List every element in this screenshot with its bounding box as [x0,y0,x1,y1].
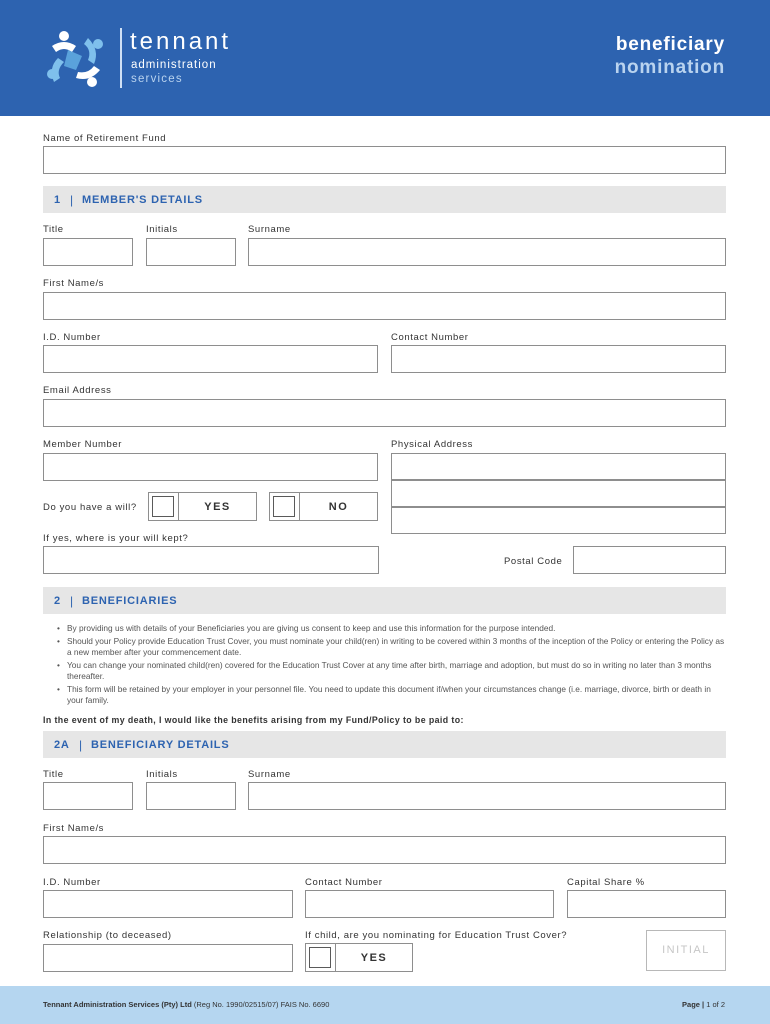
education-cover-yes-checkbox[interactable] [309,947,331,968]
beneficiary-initials-label: Initials [146,769,178,780]
will-location-field[interactable] [43,546,379,574]
physical-address-label: Physical Address [391,439,473,450]
member-contact-label: Contact Number [391,332,469,343]
list-item: • By providing us with details of your Beneficiaries you are giving us consent to keep and use this information for the purpose intended. [55,623,725,635]
benefit-statement: In the event of my death, I would like the benefits arising from my Fund/Policy to be paid to: [43,715,464,725]
member-initials-label: Initials [146,224,178,235]
beneficiary-notes-list [55,623,725,708]
beneficiary-initials-field[interactable] [146,782,236,810]
brand-subtitle-2: services [131,73,183,85]
section-title: BENEFICIARY DETAILS [91,739,230,751]
education-cover-yes-option[interactable] [305,943,413,972]
member-initials-field[interactable] [146,238,236,266]
section-divider: | [70,594,74,608]
beneficiary-first-names-field[interactable] [43,836,726,864]
page-footer [0,986,770,1024]
beneficiary-title-field[interactable] [43,782,133,810]
beneficiary-surname-field[interactable] [248,782,726,810]
will-no-option[interactable] [269,492,378,521]
member-surname-label: Surname [248,224,291,235]
beneficiary-surname-label: Surname [248,769,291,780]
member-email-label: Email Address [43,385,112,396]
member-contact-field[interactable] [391,345,726,373]
member-id-field[interactable] [43,345,378,373]
will-question-label: Do you have a will? [43,502,137,513]
physical-address-line-2[interactable] [391,480,726,507]
brand-subtitle-1: administration [131,59,217,71]
beneficiary-id-label: I.D. Number [43,877,101,888]
section-members-details [43,186,726,213]
footer-registration: (Reg No. 1990/02515/07) FAIS No. 6690 [191,1000,330,1009]
member-id-label: I.D. Number [43,332,101,343]
footer-page-number: 1 of 2 [704,1000,725,1009]
capital-share-label: Capital Share % [567,877,645,888]
relationship-field[interactable] [43,944,293,972]
section-title: MEMBER'S DETAILS [82,194,203,206]
initial-placeholder: INITIAL [662,944,710,956]
member-number-field[interactable] [43,453,378,481]
beneficiary-title-label: Title [43,769,64,780]
education-cover-question: If child, are you nominating for Education Trust Cover? [305,930,568,941]
member-number-label: Member Number [43,439,123,450]
member-first-names-field[interactable] [43,292,726,320]
section-number: 1 [54,194,61,206]
document-title-line-1: beneficiary [615,34,725,55]
section-divider: | [70,193,74,207]
member-first-names-label: First Name/s [43,278,105,289]
initial-field[interactable] [646,930,726,971]
will-no-label: NO [328,501,349,513]
member-email-field[interactable] [43,399,726,427]
footer-company-info [43,1000,329,1009]
beneficiary-contact-field[interactable] [305,890,554,918]
list-item: • You can change your nominated child(ren) covered for the Education Trust Cover at any time after birth, marriage and adoption, but must do so in writing no later than 3 months thereafter. [55,660,725,683]
document-title-line-2: nomination [614,57,725,78]
postal-code-field[interactable] [573,546,726,574]
relationship-label: Relationship (to deceased) [43,930,172,941]
section-number: 2A [54,739,70,751]
logo-divider [120,28,122,88]
education-cover-yes-label: YES [360,952,388,964]
beneficiary-contact-label: Contact Number [305,877,383,888]
will-yes-checkbox[interactable] [152,496,174,517]
brand-name: tennant [130,28,232,55]
postal-code-label: Postal Code [504,556,563,567]
page-header [0,0,770,116]
section-beneficiaries [43,587,726,614]
footer-page-label: Page | [682,1000,705,1009]
footer-page-indicator [682,1000,725,1009]
tennant-logo-icon [42,26,110,92]
fund-name-label: Name of Retirement Fund [43,133,167,144]
section-number: 2 [54,595,61,607]
section-beneficiary-details [43,731,726,758]
member-title-label: Title [43,224,64,235]
physical-address-line-1[interactable] [391,453,726,480]
list-item: • Should your Policy provide Education Trust Cover, you must nominate your child(ren) in writing to be covered within 3 months of the inception of the Policy or entering the Policy as a new member after your commencement date. [55,636,725,659]
physical-address-line-3[interactable] [391,507,726,534]
beneficiary-first-names-label: First Name/s [43,823,105,834]
list-item: • This form will be retained by your employer in your personnel file. You need to update this document if/when your circumstances change (i.e. marriage, divorce, birth or death in your family. [55,684,725,707]
member-surname-field[interactable] [248,238,726,266]
will-no-checkbox[interactable] [273,496,295,517]
beneficiary-id-field[interactable] [43,890,293,918]
will-yes-label: YES [204,501,231,513]
section-divider: | [79,738,83,752]
section-title: BENEFICIARIES [82,595,178,607]
capital-share-field[interactable] [567,890,726,918]
footer-company-name: Tennant Administration Services (Pty) Ltd [43,1000,192,1009]
member-title-field[interactable] [43,238,133,266]
will-yes-option[interactable] [148,492,257,521]
will-location-label: If yes, where is your will kept? [43,533,189,544]
fund-name-field[interactable] [43,146,726,174]
